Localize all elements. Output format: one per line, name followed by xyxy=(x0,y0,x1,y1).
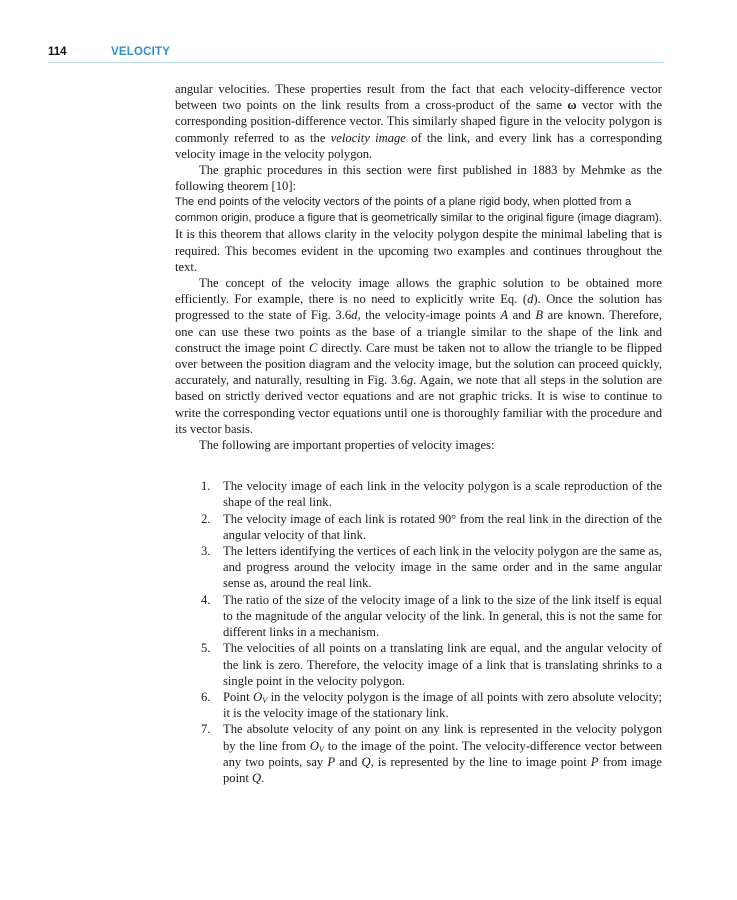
paragraph-1: angular velocities. These properties result from the fact that each velocity-difference vector between two points on the link results from a cross-product of the same ω vector with the corresponding position-difference vector. This similarly shaped figure in the velocity polygon is commonly referred to as the velocity image of the link, and every link has a corresponding velocity image in the velocity polygon. xyxy=(175,82,663,161)
properties-list xyxy=(175,478,662,786)
list-item: 6. Point $O_V$ in the velocity polygon is the image of all points with zero absolute velocity; it is the velocity image of the stationary link. xyxy=(201,689,662,721)
list-item: 4. The ratio of the size of the velocity image of a link to the size of the link itself is equal to the magnitude of the angular velocity of the link. In general, this is not the same for different links in a mechanism. xyxy=(201,592,662,640)
theorem-quote: The end points of the velocity vectors of the points of a plane rigid body, when plotted from a common origin, produce a figure that is geometrically similar to the original figure (image diagram). xyxy=(175,196,662,225)
list-item: 7. The absolute velocity of any point on any link is represented in the velocity polygon by the line from $O_V$ to the image of the point. The velocity-difference vector between any two points, say P and Q, is represented by the line to image point P from image point Q. xyxy=(201,722,662,785)
list-item: 2. The velocity image of each link is rotated 90° from the real link in the direction of the angular velocity of that link. xyxy=(201,511,662,542)
running-head: VELOCITY xyxy=(111,46,171,58)
list-item: 5. The velocities of all points on a translating link are equal, and the angular velocity of the link is zero. Therefore, the velocity image of a link that is translating shrinks to a single point in the velocity polygon. xyxy=(201,641,662,688)
paragraph-5: The following are important properties of velocity images: xyxy=(199,438,495,453)
paragraph-4: The concept of the velocity image allows the graphic solution to be obtained more efficiently. For example, there is no need to explicitly write Eq. (d). Once the solution has progressed to the state of Fig. 3.6d, the velocity-image points A and B are known. Therefore, one can use these two points as the base of a triangle similar to the shape of the link and construct the image point C directly. Care must be taken not to allow the triangle to be flipped over between the position diagram and the velocity image, but the solution can proceed quickly, accurately, and naturally, resulting in Fig. 3.6g. Again, we note that all steps in the solution are based on strictly derived vector equations and are not graphic tricks. It is wise to continue to write the corresponding vector equations until one is thoroughly familiar with the procedure and its vector basis. xyxy=(175,276,663,436)
term-velocity-image: velocity image xyxy=(330,130,406,145)
page-number: 114 xyxy=(48,46,67,58)
page-header xyxy=(48,44,664,63)
list-item: 3. The letters identifying the vertices of each link in the velocity polygon are the same as, and progress around the velocity image in the same order and in the same angular sense as, around the real link. xyxy=(201,544,662,591)
paragraph-2: The graphic procedures in this section were first published in 1883 by Mehmke as the following theorem [10]: xyxy=(175,163,662,194)
list-item: 1. The velocity image of each link in the velocity polygon is a scale reproduction of the shape of the real link. xyxy=(201,479,662,510)
paragraph-3: It is this theorem that allows clarity in the velocity polygon despite the minimal labeling that is required. This becomes evident in the upcoming two examples and continues throughout the text. xyxy=(175,227,662,274)
body-text xyxy=(175,81,662,786)
